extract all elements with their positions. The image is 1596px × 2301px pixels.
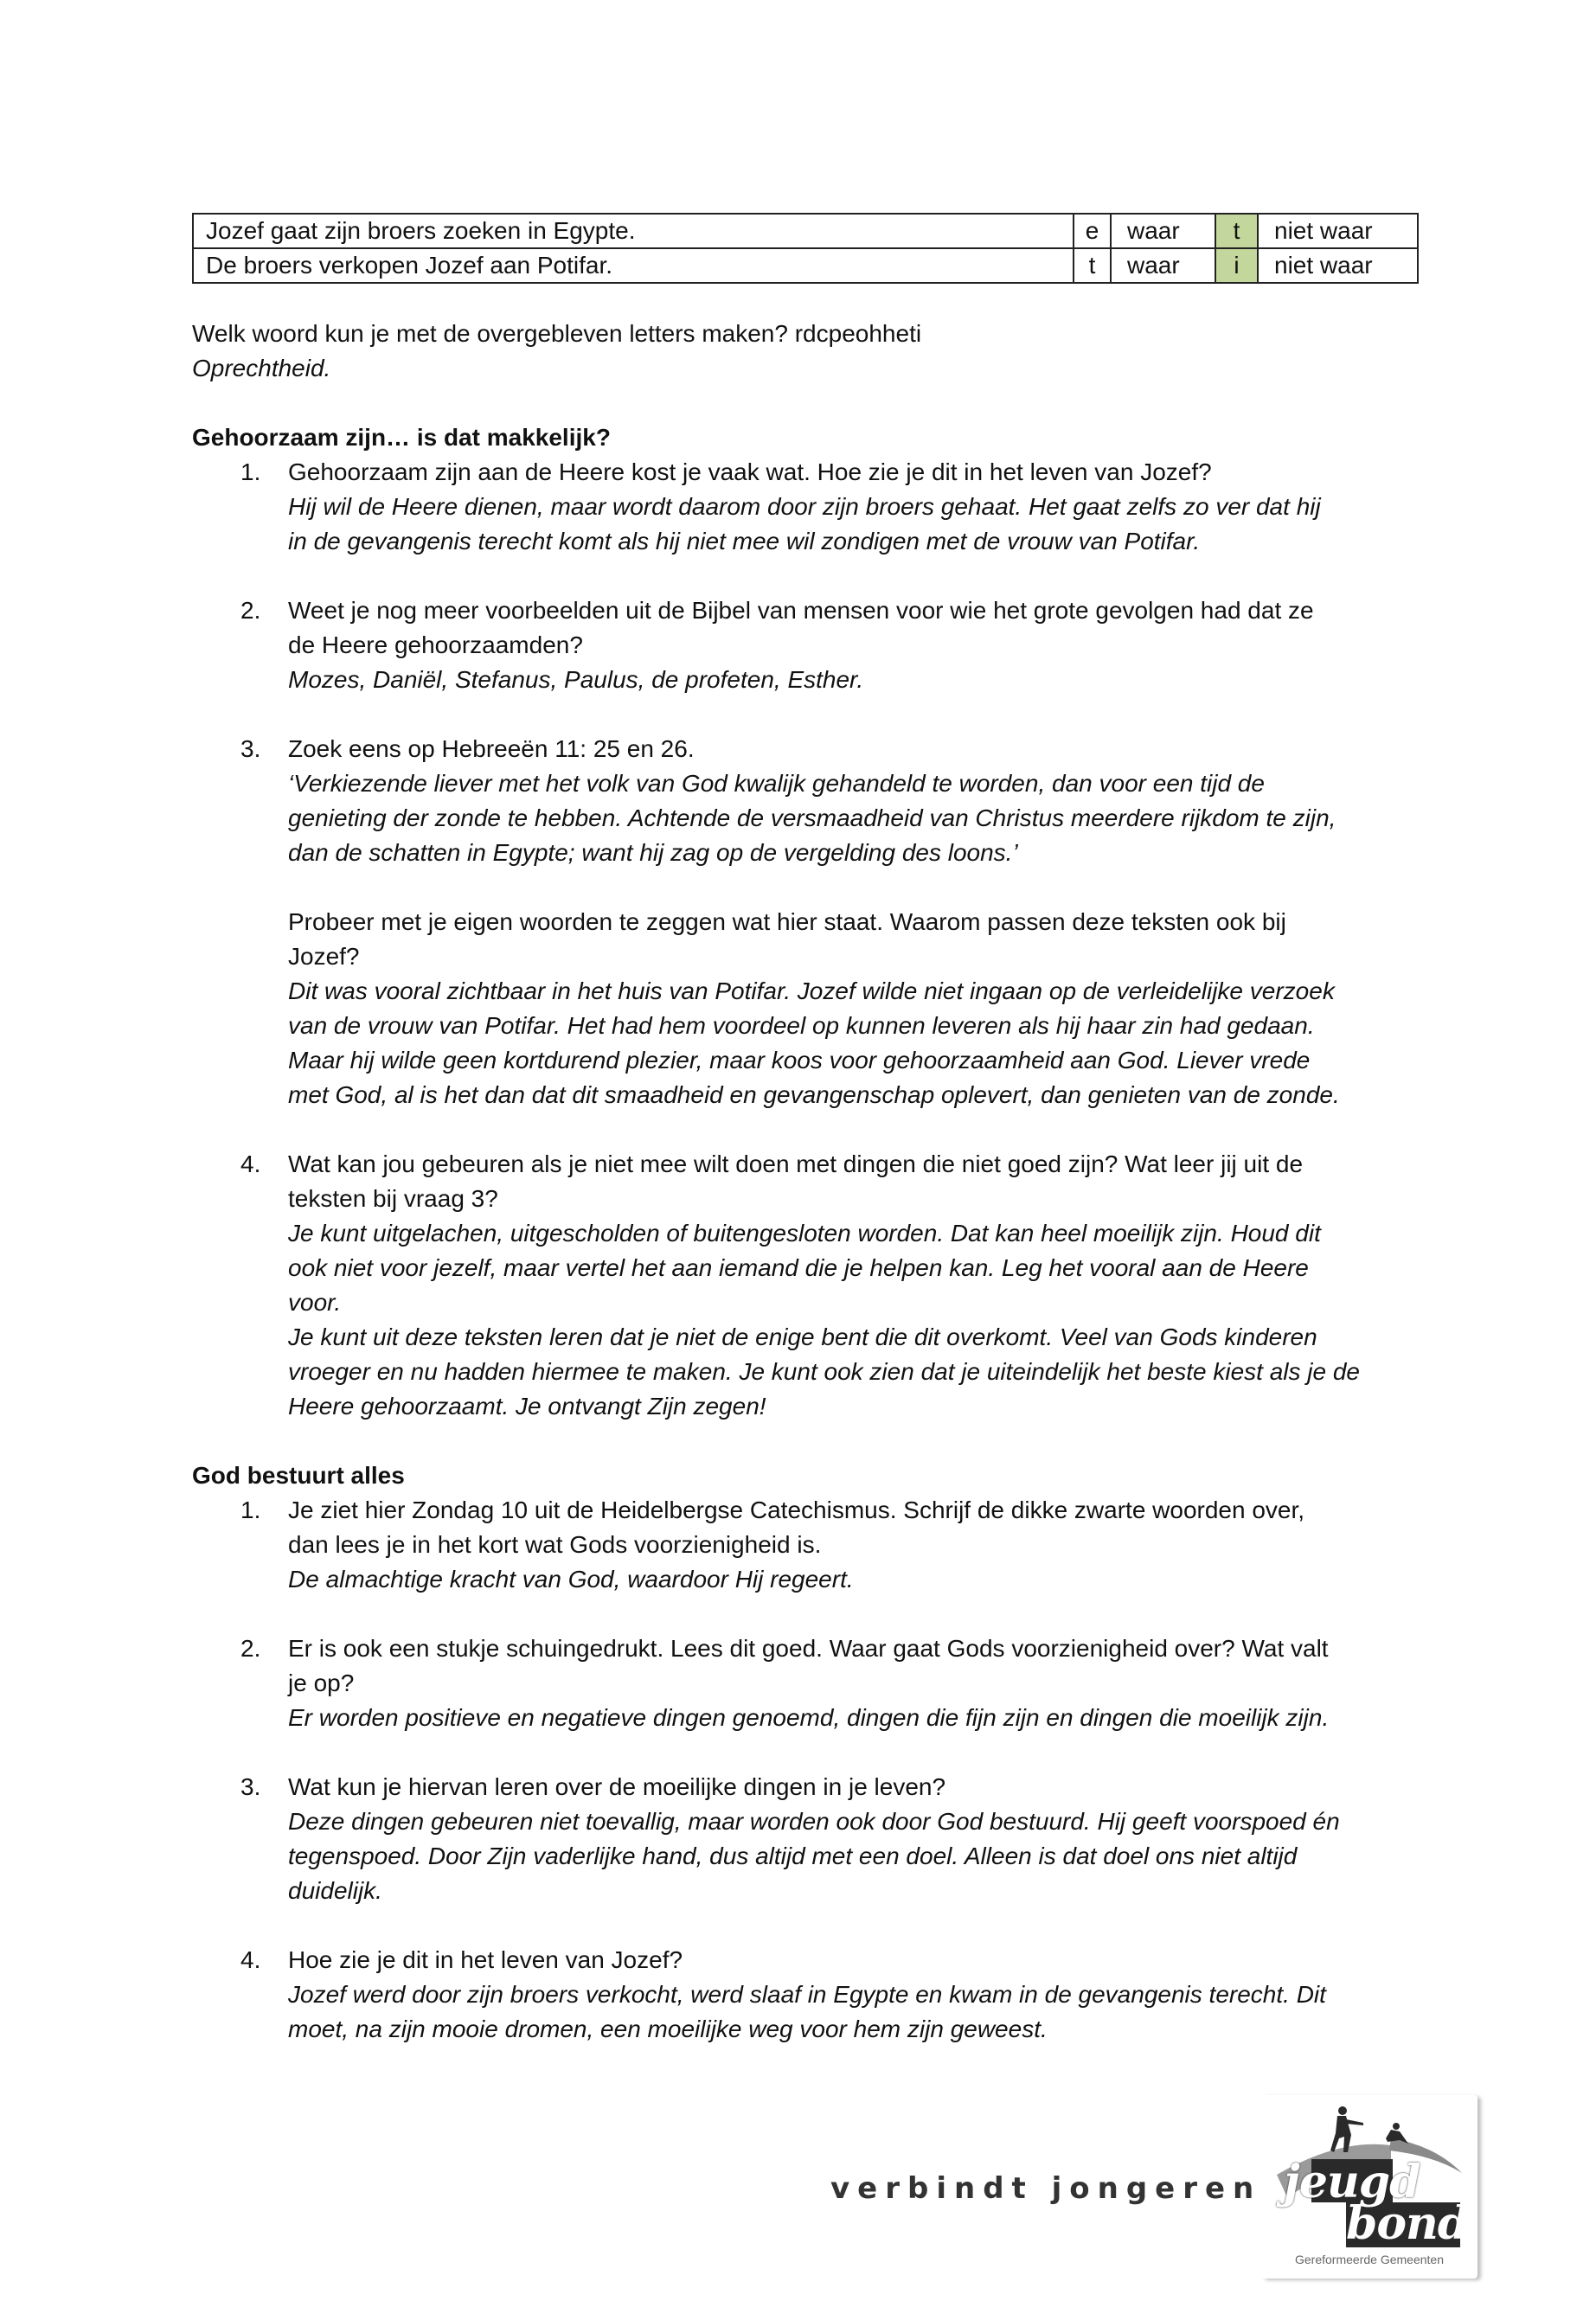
question-text: dan lees je in het kort wat Gods voorzienigheid is. bbox=[288, 1531, 822, 1558]
letter-false-cell-highlighted: i bbox=[1215, 248, 1258, 283]
answer-text: Dit was vooral zichtbaar in het huis van Potifar. Jozef wilde niet ingaan op de verleidelijke verzoek bbox=[288, 977, 1335, 1004]
answer-text: ook niet voor jezelf, maar vertel het aan iemand die je helpen kan. Leg het vooral aan de Heere bbox=[288, 1254, 1309, 1281]
question-item bbox=[240, 1770, 1426, 1908]
answer-text: met God, al is het dan dat dit smaadheid en gevangenschap oplevert, dan genieten van de zonde. bbox=[288, 1081, 1340, 1108]
answer-text: duidelijk. bbox=[288, 1877, 382, 1904]
bible-quote: ‘Verkiezende liever met het volk van God kwalijk gehandeld te worden, dan voor een tijd de bbox=[288, 770, 1265, 797]
question-item bbox=[240, 1493, 1426, 1597]
question-number: 3. bbox=[240, 735, 261, 762]
label-true-cell: waar bbox=[1111, 214, 1215, 248]
question-text: Zoek eens op Hebreeën 11: 25 en 26. bbox=[288, 735, 695, 762]
question-number: 1. bbox=[240, 458, 261, 485]
answer-text: Je kunt uitgelachen, uitgescholden of buitengesloten worden. Dat kan heel moeilijk zijn. Houd dit bbox=[288, 1220, 1321, 1247]
logo-subtitle: Gereformeerde Gemeenten bbox=[1295, 2253, 1444, 2266]
answer-text: van de vrouw van Potifar. Het had hem voordeel op kunnen leveren als hij haar zin had gedaan. bbox=[288, 1012, 1315, 1039]
answer-text: Jozef werd door zijn broers verkocht, werd slaaf in Egypte en kwam in de gevangenis terecht. Dit bbox=[288, 1981, 1326, 2008]
bible-quote: dan de schatten in Egypte; want hij zag op de vergelding des loons.’ bbox=[288, 839, 1018, 866]
letter-true-cell: t bbox=[1074, 248, 1111, 283]
section-heading: Gehoorzaam zijn… is dat makkelijk? bbox=[192, 424, 611, 451]
logo-word-bond: bond bbox=[1346, 2197, 1469, 2250]
question-text: de Heere gehoorzaamden? bbox=[288, 631, 583, 658]
question-number: 2. bbox=[240, 597, 261, 624]
puzzle-question: Welk woord kun je met de overgebleven letters maken? rdcpeohheti bbox=[192, 320, 922, 347]
puzzle-answer: Oprechtheid. bbox=[192, 355, 331, 381]
question-item bbox=[240, 1147, 1426, 1424]
table-row bbox=[193, 214, 1418, 248]
answer-text: De almachtige kracht van God, waardoor Hij regeert. bbox=[288, 1566, 854, 1593]
table-row bbox=[193, 248, 1418, 283]
answer-text: Hij wil de Heere dienen, maar wordt daarom door zijn broers gehaat. Het gaat zelfs zo ver dat hij bbox=[288, 493, 1321, 520]
question-item bbox=[240, 1631, 1426, 1735]
letter-true-cell: e bbox=[1074, 214, 1111, 248]
answer-text: Deze dingen gebeuren niet toevallig, maar worden ook door God bestuurd. Hij geeft voorspoed én bbox=[288, 1808, 1340, 1835]
label-false-cell: niet waar bbox=[1258, 214, 1418, 248]
statement-cell: Jozef gaat zijn broers zoeken in Egypte. bbox=[193, 214, 1074, 248]
answer-text: in de gevangenis terecht komt als hij niet mee wil zondigen met de vrouw van Potifar. bbox=[288, 528, 1201, 554]
question-item bbox=[240, 732, 1426, 1112]
section-heading: God bestuurt alles bbox=[192, 1462, 405, 1489]
question-text: je op? bbox=[288, 1670, 355, 1696]
question-text: Er is ook een stukje schuingedrukt. Lees dit goed. Waar gaat Gods voorzienigheid over? Wat valt bbox=[288, 1635, 1329, 1662]
label-true-cell: waar bbox=[1111, 248, 1215, 283]
bible-quote: genieting der zonde te hebben. Achtende de versmaadheid van Christus meerdere rijkdom te zijn, bbox=[288, 804, 1336, 831]
answer-text: Je kunt uit deze teksten leren dat je niet de enige bent die dit overkomt. Veel van Gods kinderen bbox=[288, 1324, 1317, 1350]
true-false-table bbox=[192, 213, 1419, 284]
answer-text: moet, na zijn mooie dromen, een moeilijke weg voor hem zijn geweest. bbox=[288, 2016, 1048, 2042]
footer-tagline: verbindt jongeren bbox=[830, 2171, 1262, 2206]
question-text: Wat kun je hiervan leren over de moeilijke dingen in je leven? bbox=[288, 1773, 946, 1800]
question-item bbox=[240, 455, 1426, 559]
question-text: Wat kan jou gebeuren als je niet mee wilt doen met dingen die niet goed zijn? Wat leer jij uit de bbox=[288, 1150, 1304, 1177]
question-number: 3. bbox=[240, 1773, 261, 1800]
question-text: Weet je nog meer voorbeelden uit de Bijbel van mensen voor wie het grote gevolgen had dat ze bbox=[288, 597, 1314, 624]
question-text: Probeer met je eigen woorden te zeggen wat hier staat. Waarom passen deze teksten ook bij bbox=[288, 908, 1286, 935]
label-false-cell: niet waar bbox=[1258, 248, 1418, 283]
question-number: 2. bbox=[240, 1635, 261, 1662]
answer-text: Er worden positieve en negatieve dingen genoemd, dingen die fijn zijn en dingen die moeilijk zijn. bbox=[288, 1704, 1330, 1731]
answer-text: vroeger en nu hadden hiermee te maken. Je kunt ook zien dat je uiteindelijk het beste kiest als je de bbox=[288, 1358, 1360, 1385]
question-text: Gehoorzaam zijn aan de Heere kost je vaak wat. Hoe zie je dit in het leven van Jozef? bbox=[288, 458, 1212, 485]
question-text: Jozef? bbox=[288, 943, 360, 970]
answer-text: voor. bbox=[288, 1289, 342, 1316]
jeugdbond-logo bbox=[1261, 2095, 1477, 2279]
statement-cell: De broers verkopen Jozef aan Potifar. bbox=[193, 248, 1074, 283]
question-text: teksten bij vraag 3? bbox=[288, 1185, 498, 1212]
answer-text: tegenspoed. Door Zijn vaderlijke hand, dus altijd met een doel. Alleen is dat doel ons niet altijd bbox=[288, 1843, 1298, 1869]
answer-text: Heere gehoorzaamt. Je ontvangt Zijn zegen! bbox=[288, 1393, 766, 1420]
question-item bbox=[240, 593, 1426, 697]
answer-text: Mozes, Daniël, Stefanus, Paulus, de profeten, Esther. bbox=[288, 666, 864, 693]
letter-false-cell-highlighted: t bbox=[1215, 214, 1258, 248]
question-number: 4. bbox=[240, 1946, 261, 1973]
logo-word-jeugd: jeugd bbox=[1284, 2156, 1420, 2208]
word-puzzle bbox=[192, 317, 1420, 386]
question-text: Hoe zie je dit in het leven van Jozef? bbox=[288, 1946, 683, 1973]
question-number: 4. bbox=[240, 1150, 261, 1177]
answer-text: Maar hij wilde geen kortdurend plezier, maar koos voor gehoorzaamheid aan God. Liever vrede bbox=[288, 1047, 1311, 1074]
question-number: 1. bbox=[240, 1497, 261, 1523]
question-item bbox=[240, 1943, 1426, 2047]
question-text: Je ziet hier Zondag 10 uit de Heidelbergse Catechismus. Schrijf de dikke zwarte woorden over, bbox=[288, 1497, 1305, 1523]
